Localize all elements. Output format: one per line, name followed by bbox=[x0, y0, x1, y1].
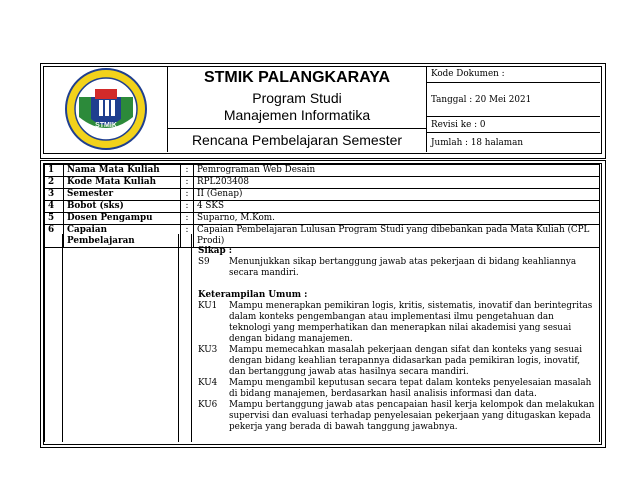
row-label: Dosen Pengampu bbox=[64, 213, 181, 225]
row-number: 1 bbox=[45, 165, 64, 177]
cpl-code: KU3 bbox=[198, 345, 218, 355]
row-colon: : bbox=[181, 177, 194, 189]
keterampilan-list bbox=[198, 301, 596, 433]
row-number: 3 bbox=[45, 189, 64, 201]
row-colon: : bbox=[181, 165, 194, 177]
jumlah-halaman: Jumlah : 18 halaman bbox=[431, 137, 524, 148]
info-row bbox=[45, 213, 600, 225]
cpl-item bbox=[198, 400, 596, 433]
cpl-item bbox=[198, 378, 596, 400]
row-label: Bobot (sks) bbox=[64, 201, 181, 213]
info-row bbox=[45, 165, 600, 177]
keterampilan-heading: Keterampilan Umum : bbox=[198, 290, 308, 300]
kode-dokumen: Kode Dokumen : bbox=[427, 66, 600, 83]
row-value: 4 SKS bbox=[194, 201, 600, 213]
info-row bbox=[45, 177, 600, 189]
col-divider bbox=[178, 234, 179, 442]
row-value: Suparno, M.Kom. bbox=[194, 213, 600, 225]
row-colon: : bbox=[181, 213, 194, 225]
cpl-code: KU6 bbox=[198, 400, 218, 410]
cpl-text: Mampu menerapkan pemikiran logis, kritis, sistematis, inovatif dan berintegritas dalam konteks pengembangan atau implementasi ilmu pengetahuan dan teknologi yang memperhatikan dan menerapkan nilai akademisi yang sesuai dengan bidang manajemen. bbox=[229, 301, 593, 344]
info-row bbox=[45, 189, 600, 201]
program-line-2: Manajemen Informatika bbox=[223, 107, 371, 123]
row-number: 2 bbox=[45, 177, 64, 189]
cpl-item bbox=[198, 345, 596, 378]
cpl-code: S9 bbox=[198, 257, 210, 267]
program-title bbox=[168, 90, 426, 124]
row-colon: : bbox=[181, 201, 194, 213]
info-row bbox=[45, 201, 600, 213]
col-divider bbox=[62, 234, 63, 442]
row-number: 5 bbox=[45, 213, 64, 225]
row-label: Nama Mata Kuliah bbox=[64, 165, 181, 177]
stmik-logo bbox=[51, 67, 161, 151]
col-divider bbox=[191, 234, 192, 442]
cpl-body bbox=[198, 246, 596, 433]
cpl-text: Mampu bertanggung jawab atas pencapaian hasil kerja kelompok dan melakukan supervisi dan evaluasi terhadap penyelesaian pekerjaan yang ditugaskan kepada pekerja yang berada di bawah tanggung jawabnya. bbox=[229, 400, 595, 432]
cpl-content bbox=[44, 234, 600, 442]
sikap-heading: Sikap : bbox=[198, 246, 232, 256]
row-label: Kode Mata Kuliah bbox=[64, 177, 181, 189]
cpl-text: Mampu memecahkan masalah pekerjaan dengan sifat dan konteks yang sesuai dengan bidang keahlian terapannya didasarkan pada pemikiran logis, inovatif, dan bertanggung jawab atas hasilnya secara mandiri. bbox=[229, 345, 583, 377]
col-divider bbox=[599, 234, 600, 442]
sikap-list bbox=[198, 257, 596, 279]
cpl-item bbox=[198, 301, 596, 345]
revisi: Revisi ke : 0 bbox=[427, 117, 600, 133]
row-value: Capaian Pembelajaran Lulusan Program Studi yang dibebankan pada Mata Kuliah (CPL Prodi) bbox=[194, 225, 600, 248]
document-title: Rencana Pembelajaran Semester bbox=[168, 128, 426, 152]
row-number: 6 bbox=[45, 225, 64, 248]
col-divider bbox=[44, 234, 45, 442]
row-label: Semester bbox=[64, 189, 181, 201]
row-value: II (Genap) bbox=[194, 189, 600, 201]
row-colon: : bbox=[181, 225, 194, 248]
cpl-code: KU4 bbox=[198, 378, 218, 388]
row-label: Capaian Pembelajaran bbox=[64, 225, 181, 248]
program-line-1: Program Studi bbox=[252, 90, 342, 106]
cpl-text: Mampu mengambil keputusan secara tepat dalam konteks penyelesaian masalah di bidang manajemen, berdasarkan hasil analisis informasi dan data. bbox=[229, 378, 592, 399]
row-value: RPL203408 bbox=[194, 177, 600, 189]
title-cell bbox=[168, 66, 427, 152]
cpl-code: KU1 bbox=[198, 301, 218, 311]
row-number: 4 bbox=[45, 201, 64, 213]
cpl-item bbox=[198, 257, 596, 279]
row-colon: : bbox=[181, 189, 194, 201]
svg-text:STMIK: STMIK bbox=[95, 122, 117, 129]
row-value: Pemrograman Web Desain bbox=[194, 165, 600, 177]
cpl-text: Menunjukkan sikap bertanggung jawab atas pekerjaan di bidang keahliannya secara mandiri. bbox=[229, 257, 577, 278]
institution-name: STMIK PALANGKARAYA bbox=[203, 69, 391, 86]
tanggal: Tanggal : 20 Mei 2021 bbox=[427, 83, 600, 117]
